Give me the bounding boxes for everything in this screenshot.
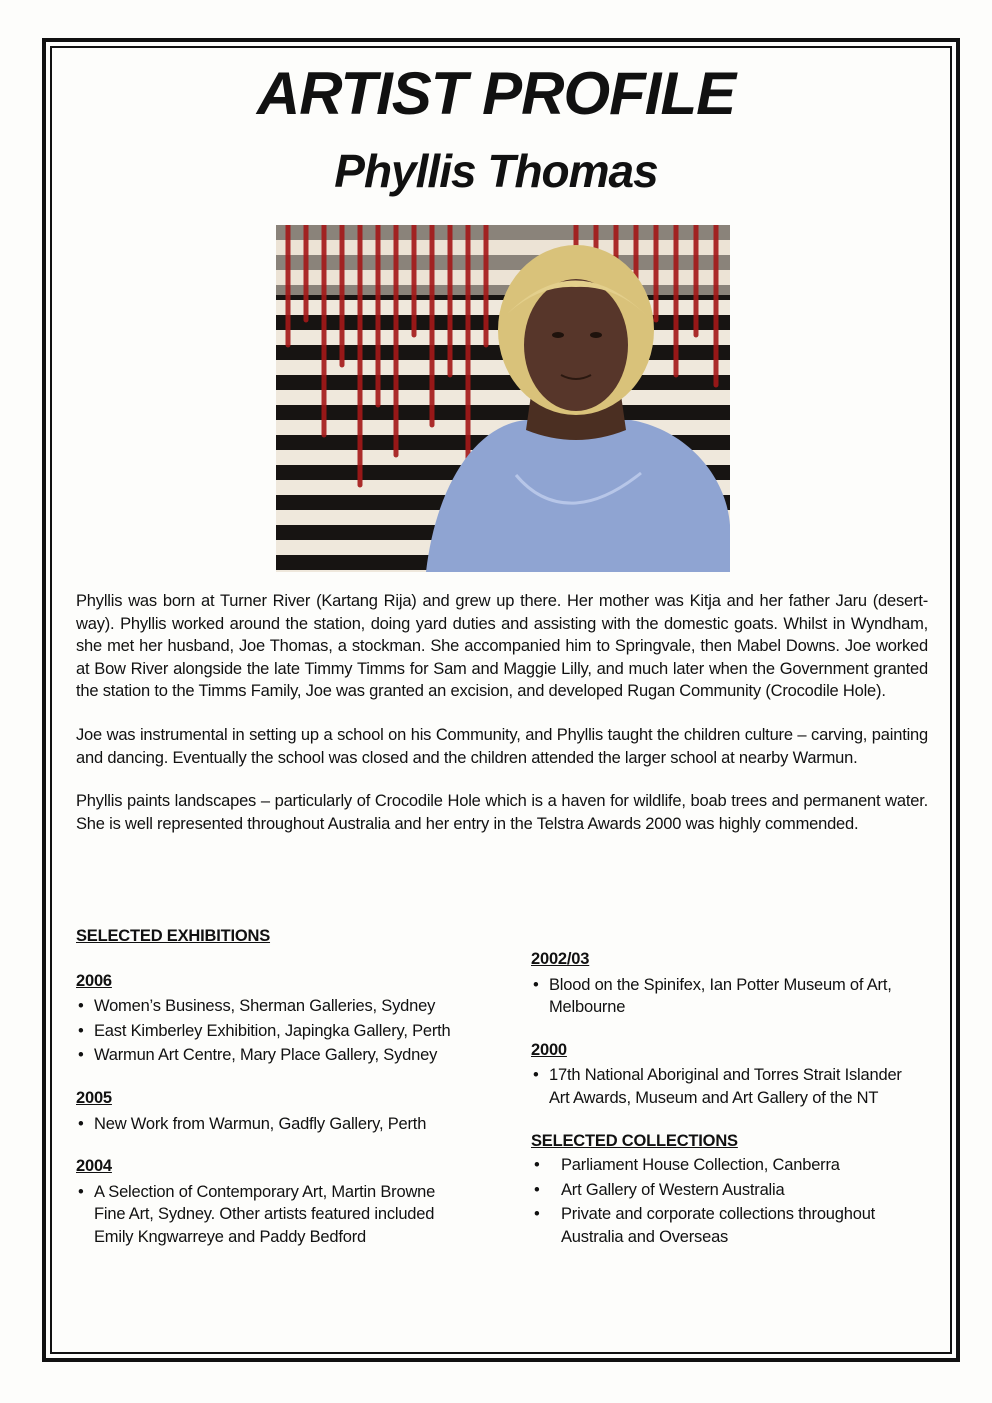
exhibitions-column-right (531, 948, 931, 1249)
year-heading: 2000 (531, 1040, 567, 1059)
artist-name: Phyllis Thomas (334, 145, 658, 197)
collection-item: • Private and corporate collections throughout Australia and Overseas (531, 1203, 901, 1248)
collections-heading: SELECTED COLLECTIONS (531, 1131, 738, 1150)
exhibitions-heading: SELECTED EXHIBITIONS (76, 927, 271, 945)
year-heading: 2002/03 (531, 950, 590, 968)
bio-paragraph: Joe was instrumental in setting up a school on his Community, and Phyllis taught the children culture – carving, painting and dancing. Eventually the school was closed and the children attended the larger school at nearby Warmun. (76, 725, 928, 767)
bio-paragraph: Phyllis was born at Turner River (Kartang Rija) and grew up there. Her mother was Kitja and her father Jaru (desert-way). Phyllis worked around the station, doing yard duties and assisting with the domestic goats. Whilst in Wyndham, she met her husband, Joe Thomas, a stockman. She accompanied him to Springvale, then Mabel Downs. Joe worked at Bow River alongside the late Timmy Timms for Sam and Maggie Lilly, and much later when the Government granted the station to the Timms Family, Joe was granted an excision, and developed Rugan Community (Crocodile Hole). (76, 592, 928, 701)
exhibition-list (76, 1181, 448, 1249)
exhibition-item: • A Selection of Contemporary Art, Martin Browne Fine Art, Sydney. Other artists featured included Emily Kngwarreye and Paddy Bedford (76, 1181, 448, 1249)
exhibition-list (531, 974, 911, 1019)
exhibitions-column-left (76, 925, 496, 1249)
exhibition-list (76, 1113, 496, 1136)
exhibition-list (76, 995, 496, 1067)
collections-list (531, 1154, 901, 1248)
biography (76, 590, 928, 856)
bio-paragraph: Phyllis paints landscapes – particularly of Crocodile Hole which is a haven for wildlife, boab trees and permanent water. She is well represented throughout Australia and her entry in the Telstra Awards 2000 was highly commended. (76, 792, 928, 833)
exhibition-item: • New Work from Warmun, Gadfly Gallery, Perth (76, 1113, 496, 1136)
page-title: ARTIST PROFILE (256, 60, 736, 127)
collection-item: • Parliament House Collection, Canberra (531, 1154, 901, 1177)
collection-item: • Art Gallery of Western Australia (531, 1179, 901, 1202)
year-heading: 2005 (76, 1088, 112, 1107)
exhibition-item: • East Kimberley Exhibition, Japingka Gallery, Perth (76, 1020, 496, 1043)
year-heading: 2006 (76, 971, 112, 990)
exhibition-item: • 17th National Aboriginal and Torres Strait Islander Art Awards, Museum and Art Gallery of the NT (531, 1064, 921, 1109)
exhibition-item: • Warmun Art Centre, Mary Place Gallery, Sydney (76, 1044, 496, 1067)
exhibition-item: • Women’s Business, Sherman Galleries, Sydney (76, 995, 496, 1018)
exhibition-list (531, 1064, 921, 1109)
artist-photo-illustration (276, 225, 730, 572)
artist-photo (276, 225, 730, 572)
exhibition-item: • Blood on the Spinifex, Ian Potter Museum of Art, Melbourne (531, 974, 911, 1019)
year-heading: 2004 (76, 1157, 112, 1176)
